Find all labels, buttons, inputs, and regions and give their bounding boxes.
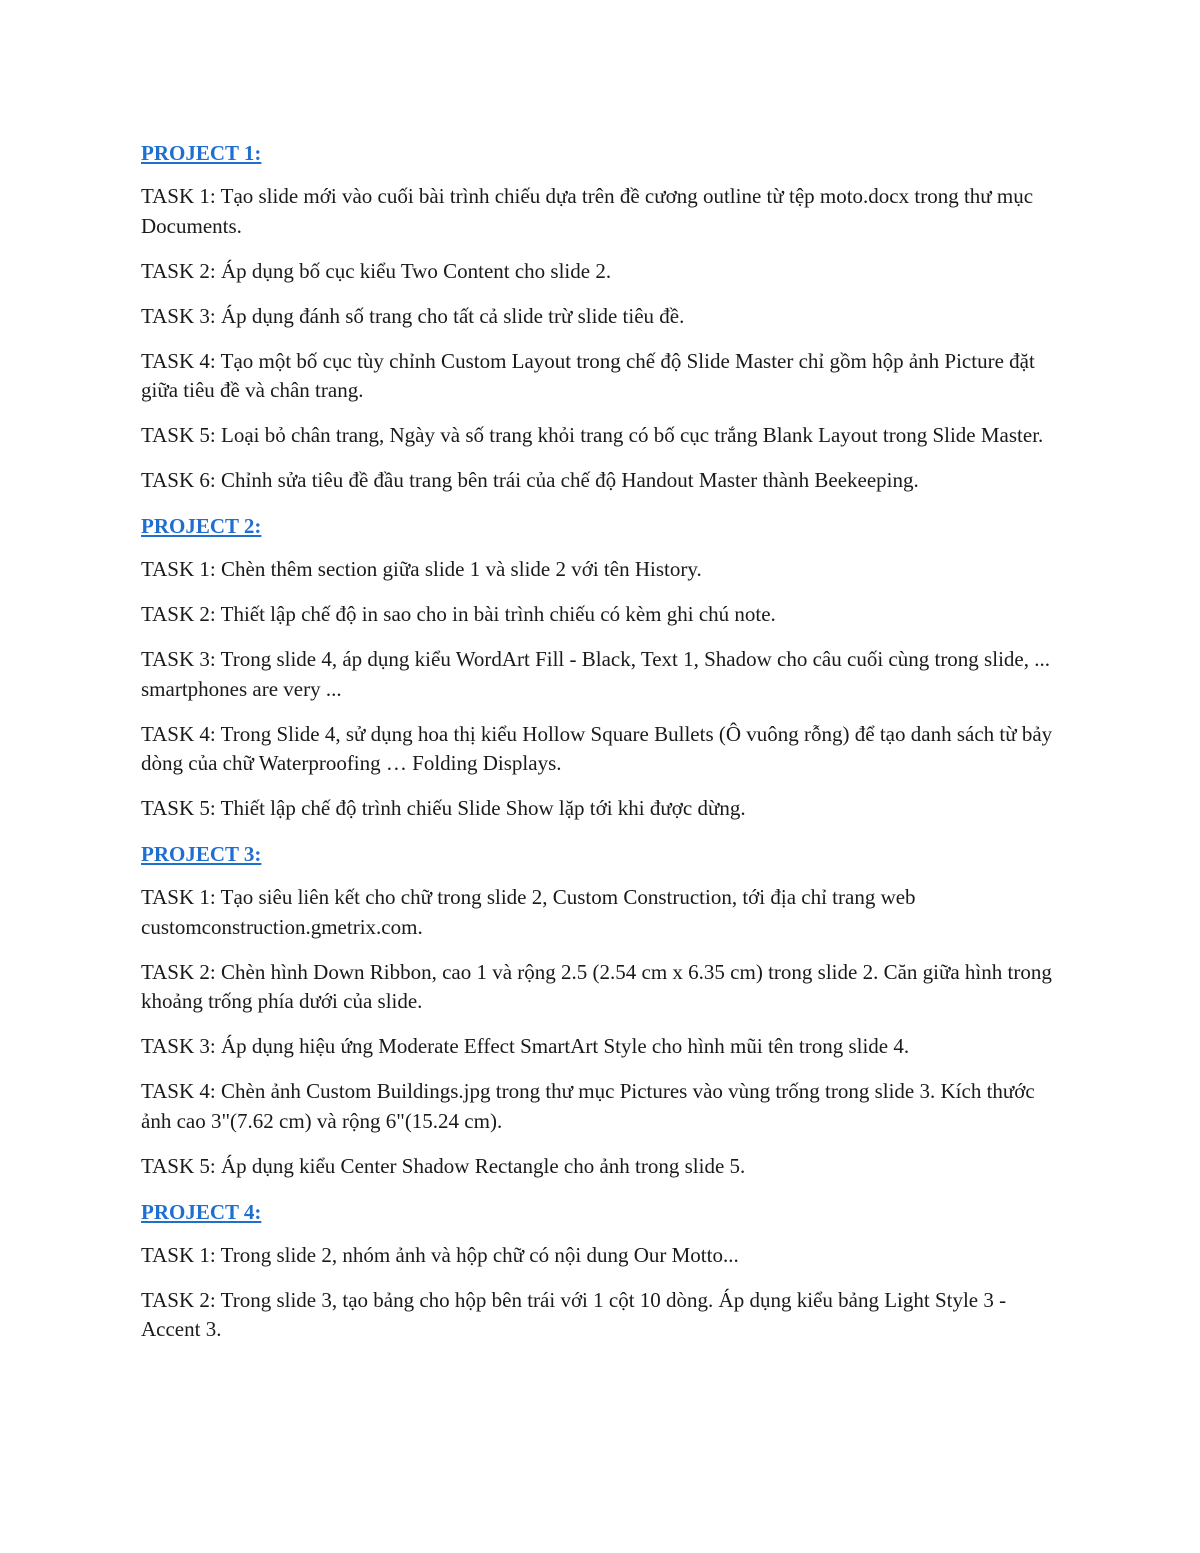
task-item: TASK 1: Tạo slide mới vào cuối bài trình chiếu dựa trên đề cương outline từ tệp moto.docx trong thư mục Documents. <box>141 184 1034 238</box>
task-item: TASK 6: Chỉnh sửa tiêu đề đầu trang bên trái của chế độ Handout Master thành Beekeeping. <box>141 468 919 492</box>
task-item: TASK 3: Áp dụng đánh số trang cho tất cả slide trừ slide tiêu đề. <box>141 303 685 328</box>
task-item: TASK 4: Chèn ảnh Custom Buildings.jpg trong thư mục Pictures vào vùng trống trong slide 3. Kích thước ảnh cao 3"(7.62 cm) và rộng 6"(15.24 cm). <box>141 1079 1035 1133</box>
project-4 <box>141 1197 1061 1345</box>
project-2 <box>141 511 1061 824</box>
task-item: TASK 5: Thiết lập chế độ trình chiếu Slide Show lặp tới khi được dừng. <box>141 796 746 820</box>
project-heading: PROJECT 3: <box>141 842 262 866</box>
document-page <box>141 138 1061 1360</box>
task-item: TASK 2: Chèn hình Down Ribbon, cao 1 và rộng 2.5 (2.54 cm x 6.35 cm) trong slide 2. Căn giữa hình trong khoảng trống phía dưới của slide. <box>141 959 1052 1013</box>
task-item: TASK 1: Tạo siêu liên kết cho chữ trong slide 2, Custom Construction, tới địa chỉ trang web customconstruction.gmetrix.com. <box>141 885 916 939</box>
project-heading: PROJECT 4: <box>141 1199 262 1224</box>
project-heading: PROJECT 2: <box>141 514 262 538</box>
project-heading: PROJECT 1: <box>141 141 262 165</box>
task-item: TASK 5: Áp dụng kiểu Center Shadow Rectangle cho ảnh trong slide 5. <box>141 1153 746 1178</box>
task-item: TASK 4: Trong Slide 4, sử dụng hoa thị kiểu Hollow Square Bullets (Ô vuông rỗng) để tạo danh sách từ bảy dòng của chữ Waterproofing … Folding Displays. <box>141 721 1053 775</box>
task-item: TASK 2: Trong slide 3, tạo bảng cho hộp bên trái với 1 cột 10 dòng. Áp dụng kiểu bảng Light Style 3 - Accent 3. <box>141 1287 1007 1341</box>
task-item: TASK 1: Chèn thêm section giữa slide 1 và slide 2 với tên History. <box>141 557 702 581</box>
project-3 <box>141 839 1061 1181</box>
task-item: TASK 3: Áp dụng hiệu ứng Moderate Effect SmartArt Style cho hình mũi tên trong slide 4. <box>141 1034 910 1058</box>
task-item: TASK 2: Thiết lập chế độ in sao cho in bài trình chiếu có kèm ghi chú note. <box>141 602 776 626</box>
task-item: TASK 3: Trong slide 4, áp dụng kiểu WordArt Fill - Black, Text 1, Shadow cho câu cuối cùng trong slide, ... smartphones are very ... <box>141 647 1050 701</box>
task-item: TASK 1: Trong slide 2, nhóm ảnh và hộp chữ có nội dung Our Motto... <box>141 1242 739 1267</box>
task-item: TASK 4: Tạo một bố cục tùy chỉnh Custom Layout trong chế độ Slide Master chỉ gồm hộp ảnh Picture đặt giữa tiêu đề và chân trang. <box>141 348 1035 402</box>
task-item: TASK 5: Loại bỏ chân trang, Ngày và số trang khỏi trang có bố cục trắng Blank Layout trong Slide Master. <box>141 423 1044 447</box>
task-item: TASK 2: Áp dụng bố cục kiểu Two Content cho slide 2. <box>141 258 612 283</box>
project-1 <box>141 138 1061 496</box>
